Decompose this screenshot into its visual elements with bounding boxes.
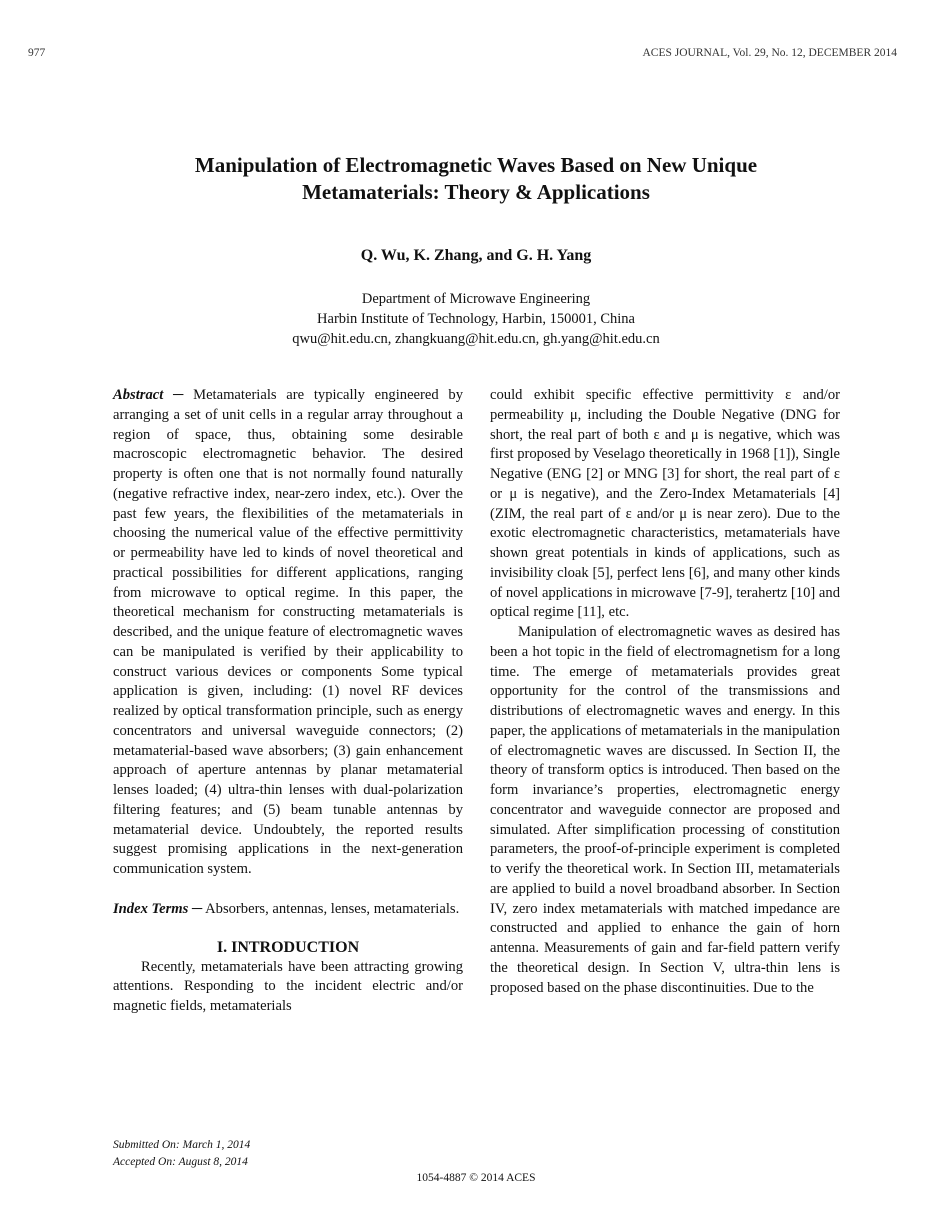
index-terms-label: Index Terms [113,900,189,917]
section-heading-introduction: I. INTRODUCTION [216,938,360,956]
abstract [113,386,463,880]
affiliation-institute: Harbin Institute of Technology, Harbin, 150001, China [317,311,635,327]
paper-title [0,152,952,206]
accepted-date: Accepted On: August 8, 2014 [113,1156,248,1168]
footnotes [113,1137,250,1171]
intro-paragraph-2: Manipulation of electromagnetic waves as desired has been a hot topic in the field of electromagnetism for a long time. The emerge of metamaterials provides great opportunity for the control of the transmissions and distributions of electromagnetic waves and energy. In this paper, the applications of metamaterials in the manipulation of electromagnetic waves are discussed. In Section II, the theory of transform optics is introduced. Then based on the form invariance’s properties, electromagnetic energy concentrator and waveguide connector are proposed and simulated. After simplification processing of constitution parameters, the proof-of-principle experiment is completed to verify the theoretical work. In Section III, metamaterials are applied to build a novel broadband absorber. In Section IV, zero index metamaterials with matched impedance are constructed and applied to enhance the gain of horn antenna. Measurements of gain and far-field pattern verify the theoretical design. In Section V, ultra-thin lens is proposed based on the phase discontinuities. Due to the [490,624,840,996]
abstract-label: Abstract [113,387,164,403]
affiliation [0,289,952,349]
submitted-date: Submitted On: March 1, 2014 [113,1139,251,1151]
left-column [113,386,463,1017]
page-number: 977 [28,47,46,59]
index-terms-dash: ─ [188,900,206,917]
title-line-2: Metamaterials: Theory & Applications [302,180,650,204]
journal-header: ACES JOURNAL, Vol. 29, No. 12, DECEMBER 2014 [642,47,897,59]
index-terms-text: Absorbers, antennas, lenses, metamaterials. [205,900,460,917]
index-terms [113,900,463,920]
title-line-1: Manipulation of Electromagnetic Waves Based on New Unique [194,153,758,177]
affiliation-emails[interactable]: qwu@hit.edu.cn, zhangkuang@hit.edu.cn, gh.yang@hit.edu.cn [292,331,660,347]
authors: Q. Wu, K. Zhang, and G. H. Yang [360,247,592,264]
right-column [490,386,840,998]
copyright: 1054-4887 © 2014 ACES [416,1172,536,1184]
abstract-text: Metamaterials are typically engineered by arranging a set of unit cells in a regular array throughout a region of space, thus, obtaining some desirable macroscopic electromagnetic behavior. The desired property is often one that is not normally found naturally (negative refractive index, near-zero index, etc.). Over the past few years, the flexibilities of the metamaterials in choosing the numerical value of the effective permittivity or permeability have led to kinds of novel theoretical and practical possibilities for different applications, ranging from microwave to optical regime. In this paper, the theoretical mechanism for constructing metamaterials is described, and the unique feature of electromagnetic waves can be manipulated is verified by their applicability to construct various devices or components Some typical application is given, including: (1) novel RF devices realized by optical transformation principle, such as energy concentrators and universal waveguide connectors; (2) metamaterial-based wave absorbers; (3) gain enhancement approach of aperture antennas by planar metamaterial lenses loaded; (4) ultra-thin lenses with dual-polarization filtering features; and (5) beam tunable antennas by metamaterial device. Undoubtely, the reported results suggest promising applications in the next-generation communication system. [113,387,463,877]
intro-paragraph-1-part-a: Recently, metamaterials have been attracting growing attentions. Responding to the incident electric and/or magnetic fields, metamaterials [113,958,463,1014]
abstract-dash: ─ [163,387,194,403]
affiliation-department: Department of Microwave Engineering [361,291,591,307]
intro-paragraph-1-part-b: could exhibit specific effective permittivity ε and/or permeability μ, including the Double Negative (DNG for short, the real part of both ε and μ is negative, which was first proposed by Veselago theoretically in 1968 [1]), Single Negative (ENG [2] or MNG [3] for short, the real part of ε or μ is negative), and the Zero-Index Metamaterials [4] (ZIM, the real part of ε and/or μ is near zero). Due to the exotic electromagnetic characteristics, metamaterials have shown great potentials in kinds of applications, such as invisibility cloak [5], perfect lens [6], and many other kinds of novel applications in microwave [7-9], terahertz [10] and optical regime [11], etc. [490,387,840,621]
